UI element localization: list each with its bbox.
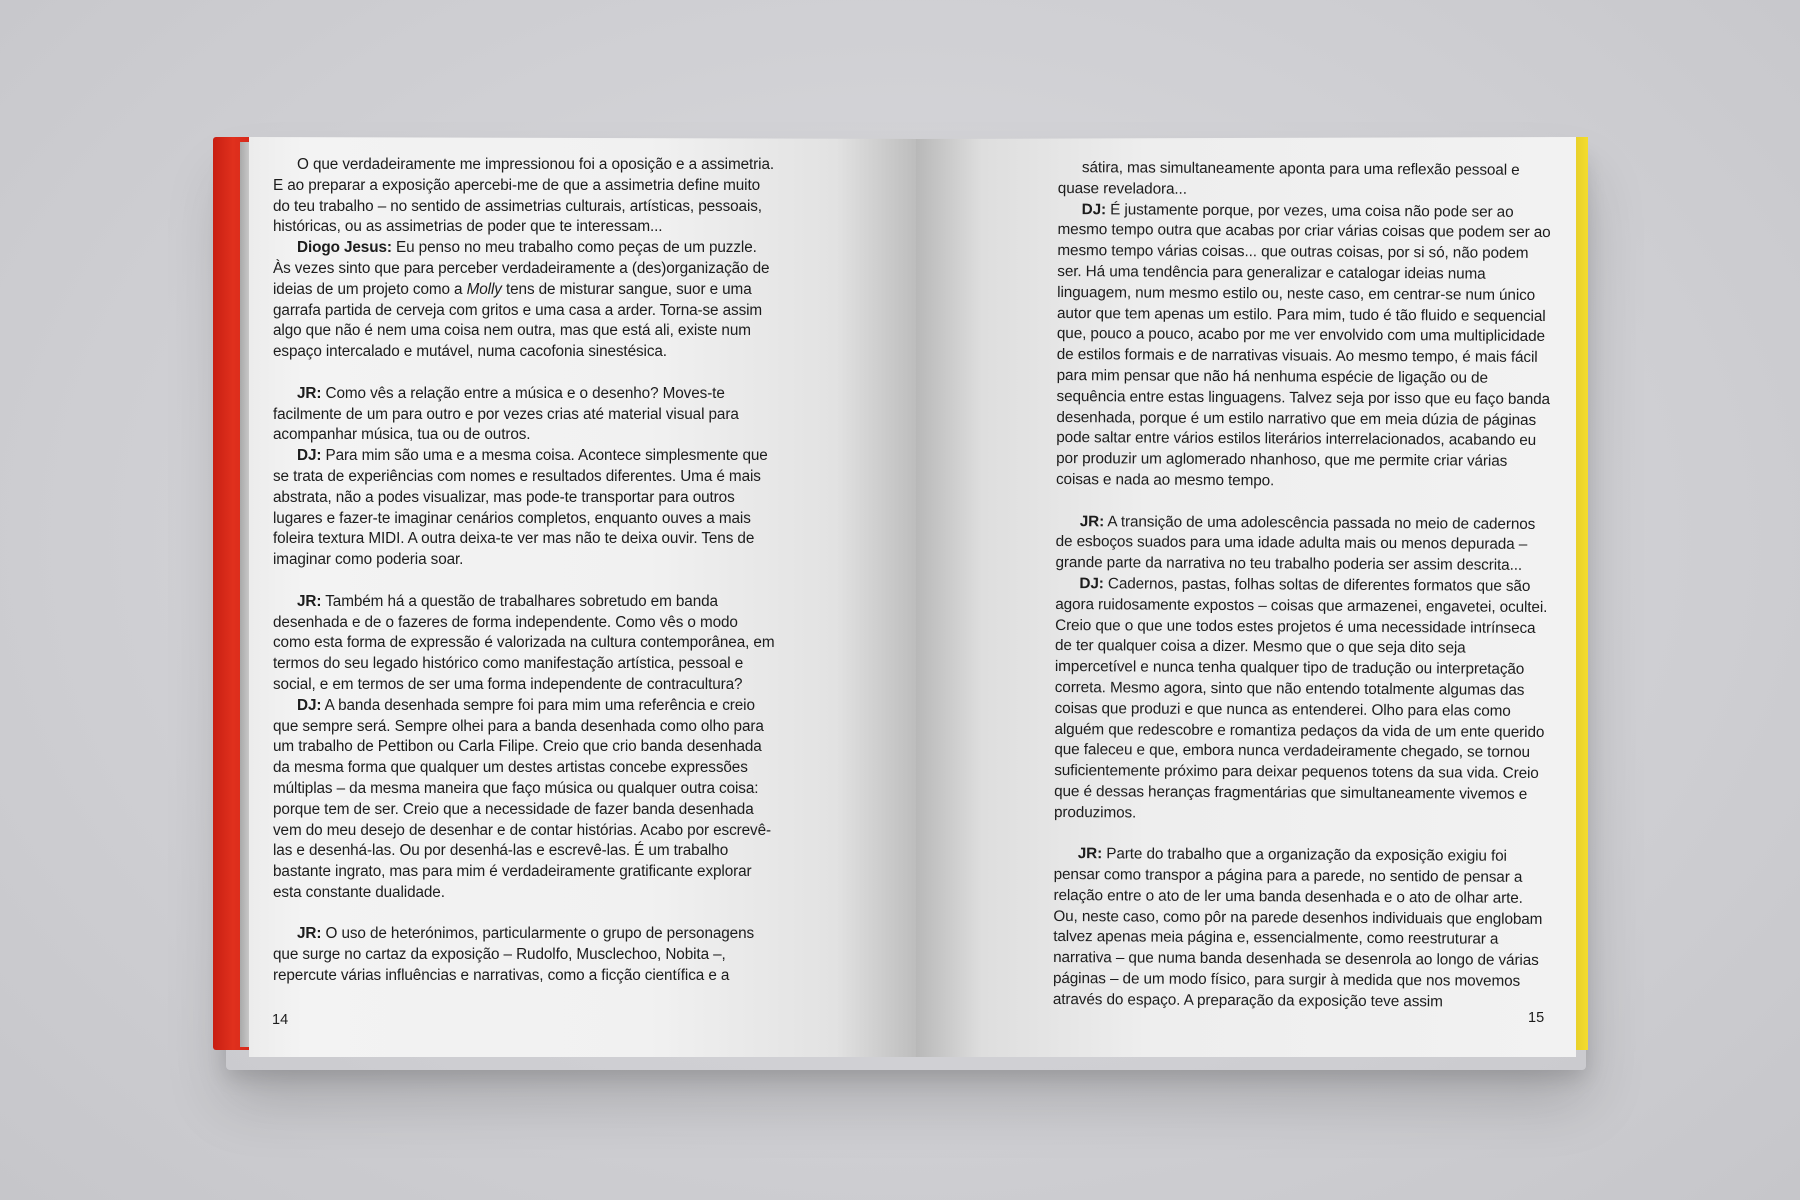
paragraph-text: É justamente porque, por vezes, uma coisa não pode ser ao mesmo tempo outra que acabas por criar várias coisas que podem ser ao mesmo tempo várias coisas... que outras coisas, por si só, não podem ser. Há uma tendência para generalizar e catalogar ideias numa linguagem, num mesmo estilo ou, neste caso, em centrar-se num único autor que tem apenas um estilo. Para mim, tudo é tão fluido e sequencial que, pouco a pouco, acabo por me ver envolvido com uma multiplicidade de estilos formais e de narrativas visuais. Ao mesmo tempo, é mais fácil para mim pensar que não há nenhuma espécie de ligação ou de sequência entre estas linguagens. Talvez seja por isso que eu faço banda desenhada, porque é um estilo narrativo que em meia dúzia de páginas pode saltar entre vários estilos literários interrelacionados, acabando eu por produzir um aglomerado nhanhoso, que me permite criar várias coisas e nada ao mesmo tempo. (1055, 200, 1551, 490)
right-page-text (1053, 158, 1552, 1014)
paragraph-text: Eu penso no meu trabalho como peças de um puzzle. (391, 239, 757, 257)
speaker-label: JR: (297, 592, 322, 610)
yellow-cover-edge (1576, 137, 1588, 1050)
paragraph-text: Também há a questão de trabalhares sobretudo em banda desenhada e de o fazeres de forma independente. Como vês o modo como esta forma de expressão é valorizada na cultura contemporânea, em termos do seu legado histórico como manifestação artística, pessoal e social, e em termos de ser uma forma independente de contracultura? (273, 592, 775, 693)
paragraph (1054, 574, 1550, 827)
paragraph-text: O uso de heterónimos, particularmente o grupo de personagens que surge no cartaz da exposição – Rudolfo, Musclechoo, Nobita –, repercute várias influências e narrativas, como a ficção científica e a (273, 925, 755, 985)
italic-title: Molly (466, 280, 502, 298)
paragraph (273, 924, 778, 986)
speaker-label: DJ: (1081, 200, 1107, 218)
page-number-right: 15 (1528, 1010, 1545, 1026)
speaker-label: JR: (297, 925, 322, 943)
paragraph-text: sátira, mas simultaneamente aponta para uma reflexão pessoal e quase reveladora... (1057, 159, 1520, 198)
paragraph-text: A banda desenhada sempre foi para mim uma referência e creio que sempre será. Sempre olhei para a banda desenhada como olho para um trabalho de Pettibon ou Carla Filipe. Creio que crio banda desenhada da mesma forma que qualquer um destes artistas concebe expressões múltiplas – da mesma maneira que faço música ou qualquer outra coisa: porque tem de ser. Creio que a necessidade de fazer banda desenhada vem do meu desejo de desenhar e de contar histórias. Acabo por escrevê-las e desenhá-las. Ou por desenhá-las e escrevê-las. É um trabalho bastante ingrato, mas para mim é verdadeiramente gratificante explorar esta constante dualidade. (273, 696, 771, 901)
paragraph (273, 592, 778, 696)
paragraph-gap (273, 571, 778, 592)
paragraph-text: Para mim são uma e a mesma coisa. Acontece simplesmente que se trata de experiências com nomes e resultados diferentes. Uma é mais abstrata, não a podes visualizar, mas pode-te transportar para outros lugares e fazer-te imaginar cenários completos, enquanto ouves a mais foleira textura MIDI. A outra deixa-te ver mas não te deixa ouvir. Tens de imaginar como poderia soar. (273, 447, 768, 569)
speaker-label: DJ: (297, 447, 322, 465)
paragraph (273, 696, 778, 904)
paragraph-gap (273, 363, 778, 384)
paragraph (273, 384, 778, 446)
paragraph (1056, 200, 1552, 494)
paragraph (273, 259, 778, 363)
page-number-left: 14 (272, 1012, 289, 1028)
paragraph (1058, 158, 1552, 203)
paragraph (1055, 512, 1549, 577)
paragraph-gap (1054, 823, 1548, 847)
paragraph (273, 155, 778, 238)
paragraph (273, 446, 778, 571)
paragraph-gap (273, 904, 778, 925)
left-page-text (273, 155, 778, 987)
speaker-label: DJ: (1079, 575, 1104, 593)
paragraph-text: O que verdadeiramente me impressionou foi a oposição e a assimetria. E ao preparar a exposição apercebi-me de que a assimetria define muito do teu trabalho – no sentido de assimetrias culturais, artísticas, pessoais, históricas, ou as assimetrias de poder que te interessam... (273, 156, 775, 236)
speaker-label: JR: (1077, 845, 1103, 863)
paragraph-text: Como vês a relação entre a música e o desenho? Moves-te facilmente de um para outro e por vezes crias até material visual para acompanhar música, tua ou de outros. (273, 384, 739, 444)
paragraph-text: Cadernos, pastas, folhas soltas de diferentes formatos que são agora ruidosamente expostos – coisas que armazenei, engavetei, ocultei. Creio que o que une todos estes projetos é uma necessidade intrínseca de ter qualquer coisa a dizer. Mesmo que o que seja dito seja impercetível e nunca tenha qualquer tipo de tradução ou interpretação correta. Mesmo agora, sinto que não entendo totalmente algumas das coisas que produzi e que nunca as entenderei. Olho para elas como alguém que redescobre e romantiza pedaços da vida de um ente querido que faleceu e que, embora nunca verdadeiramente chegado, se tornou suficientemente próximo para deixar pequenos totens da sua vida. Creio que é dessas heranças fragmentárias que simultaneamente vivemos e produzimos. (1053, 575, 1548, 822)
paragraph-gap (1056, 491, 1550, 515)
paragraph (273, 238, 778, 259)
speaker-label: JR: (1079, 512, 1105, 530)
paragraph-text: Parte do trabalho que a organização da exposição exigiu foi pensar como transpor a página para a parede, no sentido de pensar a relação entre o ato de ler uma banda desenhada e o ato de olhar arte. Ou, neste caso, como pôr na parede desenhos individuais que englobam talvez apenas meia página e, essencialmente, como reestruturar a narrativa – que numa banda desenhada se desenrola ao longo de várias páginas – de um modo físico, para surgir à medida que nos movemos através do espaço. A preparação da exposição teve assim (1052, 845, 1543, 1011)
paragraph-text: tens de misturar sangue, suor e uma garrafa partida de cerveja com gritos e uma casa a arder. Torna-se assim algo que não é nem uma coisa nem outra, mas que está ali, existe num espaço intercalado e mutável, numa cacofonia sinestésica. (273, 280, 763, 361)
speaker-label: JR: (297, 384, 322, 402)
paragraph-text: A transição de uma adolescência passada no meio de cadernos de esboços suados para uma idade adulta mais ou menos depurada – grande parte da narrativa no teu trabalho poderia ser assim descrita... (1055, 512, 1536, 574)
paragraph (1053, 844, 1548, 1013)
paragraph-text: Às vezes sinto que para perceber verdadeiramente a (des)organização de ideias de um projeto como a (273, 259, 770, 298)
speaker-label: DJ: (297, 696, 322, 714)
speaker-label: Diogo Jesus: (297, 239, 392, 257)
